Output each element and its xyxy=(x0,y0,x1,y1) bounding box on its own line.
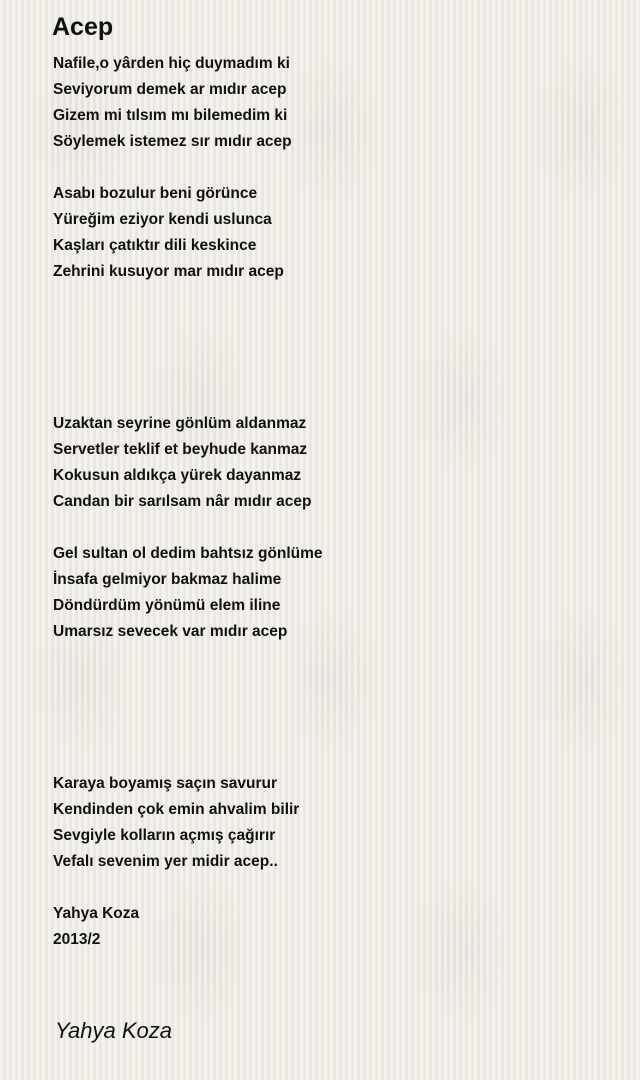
poem-title: Acep xyxy=(52,13,114,41)
poem-line: Uzaktan seyrine gönlüm aldanmaz xyxy=(53,415,307,432)
poem-line: Asabı bozulur beni görünce xyxy=(53,185,258,202)
poem-line: Karaya boyamış saçın savurur xyxy=(53,775,278,792)
poem-line: Vefalı sevenim yer midir acep.. xyxy=(53,853,278,870)
stanza-gap xyxy=(53,285,613,411)
stanza-gap xyxy=(53,515,613,541)
poem-line: Sevgiyle kolların açmış çağırır xyxy=(53,827,276,844)
date-line: 2013/2 xyxy=(53,931,101,948)
poem-line: Kendinden çok emin ahvalim bilir xyxy=(53,801,300,818)
stanza-gap xyxy=(53,645,613,771)
stanza-1 xyxy=(53,51,613,155)
poem-line: Servetler teklif et beyhude kanmaz xyxy=(53,441,308,458)
poem-line: Nafile,o yârden hiç duymadım ki xyxy=(53,55,290,72)
poem-line: İnsafa gelmiyor bakmaz halime xyxy=(53,571,282,588)
poem-line: Söylemek istemez sır mıdır acep xyxy=(53,133,292,150)
poem-body xyxy=(53,51,613,953)
author-signature: Yahya Koza xyxy=(55,1018,173,1043)
poem-line: Candan bir sarılsam nâr mıdır acep xyxy=(53,493,312,510)
stanza-2 xyxy=(53,181,613,285)
stanza-3 xyxy=(53,411,613,515)
poem-line: Umarsız sevecek var mıdır acep xyxy=(53,623,288,640)
poem-line: Döndürdüm yönümü elem iline xyxy=(53,597,281,614)
poem-line: Gizem mi tılsım mı bilemedim ki xyxy=(53,107,288,124)
stanza-gap xyxy=(53,875,613,901)
author-line: Yahya Koza xyxy=(53,905,140,922)
stanza-5 xyxy=(53,771,613,875)
stanza-4 xyxy=(53,541,613,645)
stanza-gap xyxy=(53,155,613,181)
poem-line: Kaşları çatıktır dili keskince xyxy=(53,237,257,254)
poem-line: Yüreğim eziyor kendi uslunca xyxy=(53,211,272,228)
poem-line: Kokusun aldıkça yürek dayanmaz xyxy=(53,467,302,484)
poem-credits xyxy=(53,901,613,953)
poem-line: Seviyorum demek ar mıdır acep xyxy=(53,81,287,98)
poem-line: Gel sultan ol dedim bahtsız gönlüme xyxy=(53,545,323,562)
poem-line: Zehrini kusuyor mar mıdır acep xyxy=(53,263,284,280)
